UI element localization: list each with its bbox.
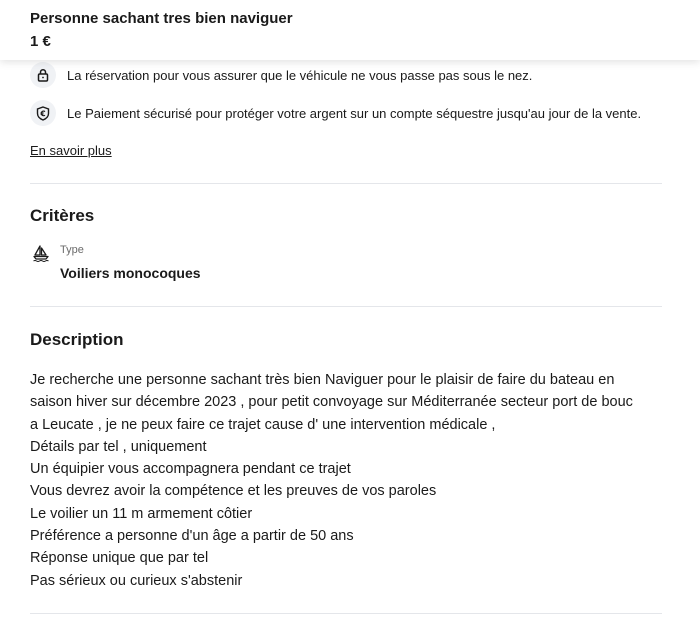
- criteria-type-value: Voiliers monocoques: [60, 265, 201, 281]
- divider: [30, 613, 662, 614]
- sticky-listing-header: [0, 0, 700, 60]
- description-line: Je recherche une personne sachant très bien Naviguer pour le plaisir de faire du bateau en: [30, 372, 615, 388]
- learn-more-link[interactable]: En savoir plus: [30, 143, 112, 158]
- description-line: a Leucate , je ne peux faire ce trajet cause d' une intervention médicale ,: [30, 416, 496, 433]
- feature-secure-payment-text: Le Paiement sécurisé pour protéger votre argent sur un compte séquestre jusqu'au jour de la vente.: [67, 105, 642, 121]
- divider: [30, 183, 662, 184]
- shield-euro-icon: [30, 100, 56, 126]
- feature-reservation: [30, 62, 532, 88]
- description-title: Description: [30, 330, 124, 349]
- divider: [30, 306, 662, 307]
- lock-icon: [30, 62, 56, 88]
- description-line: Pas sérieux ou curieux s'abstenir: [30, 572, 243, 589]
- listing-price: 1 €: [30, 33, 51, 50]
- description-line: Vous devrez avoir la compétence et les preuves de vos paroles: [30, 483, 437, 500]
- feature-reservation-text: La réservation pour vous assurer que le véhicule ne vous passe pas sous le nez.: [67, 67, 533, 83]
- description-line: Détails par tel , uniquement: [30, 438, 207, 455]
- listing-title: Personne sachant tres bien naviguer: [30, 10, 293, 27]
- description-line: Réponse unique que par tel: [30, 550, 209, 567]
- description-line: Un équipier vous accompagnera pendant ce trajet: [30, 461, 351, 478]
- description-body: [30, 369, 670, 592]
- feature-secure-payment: [30, 100, 641, 126]
- description-line: Préférence a personne d'un âge a partir de 50 ans: [30, 528, 354, 545]
- description-line: Le voilier un 11 m armement côtier: [30, 505, 253, 522]
- criteria-type-label: Type: [60, 244, 84, 256]
- sailboat-icon: [32, 244, 50, 262]
- description-line: saison hiver sur décembre 2023 , pour petit convoyage sur Méditerranée secteur port de bouc: [30, 394, 633, 411]
- criteria-title: Critères: [30, 206, 95, 225]
